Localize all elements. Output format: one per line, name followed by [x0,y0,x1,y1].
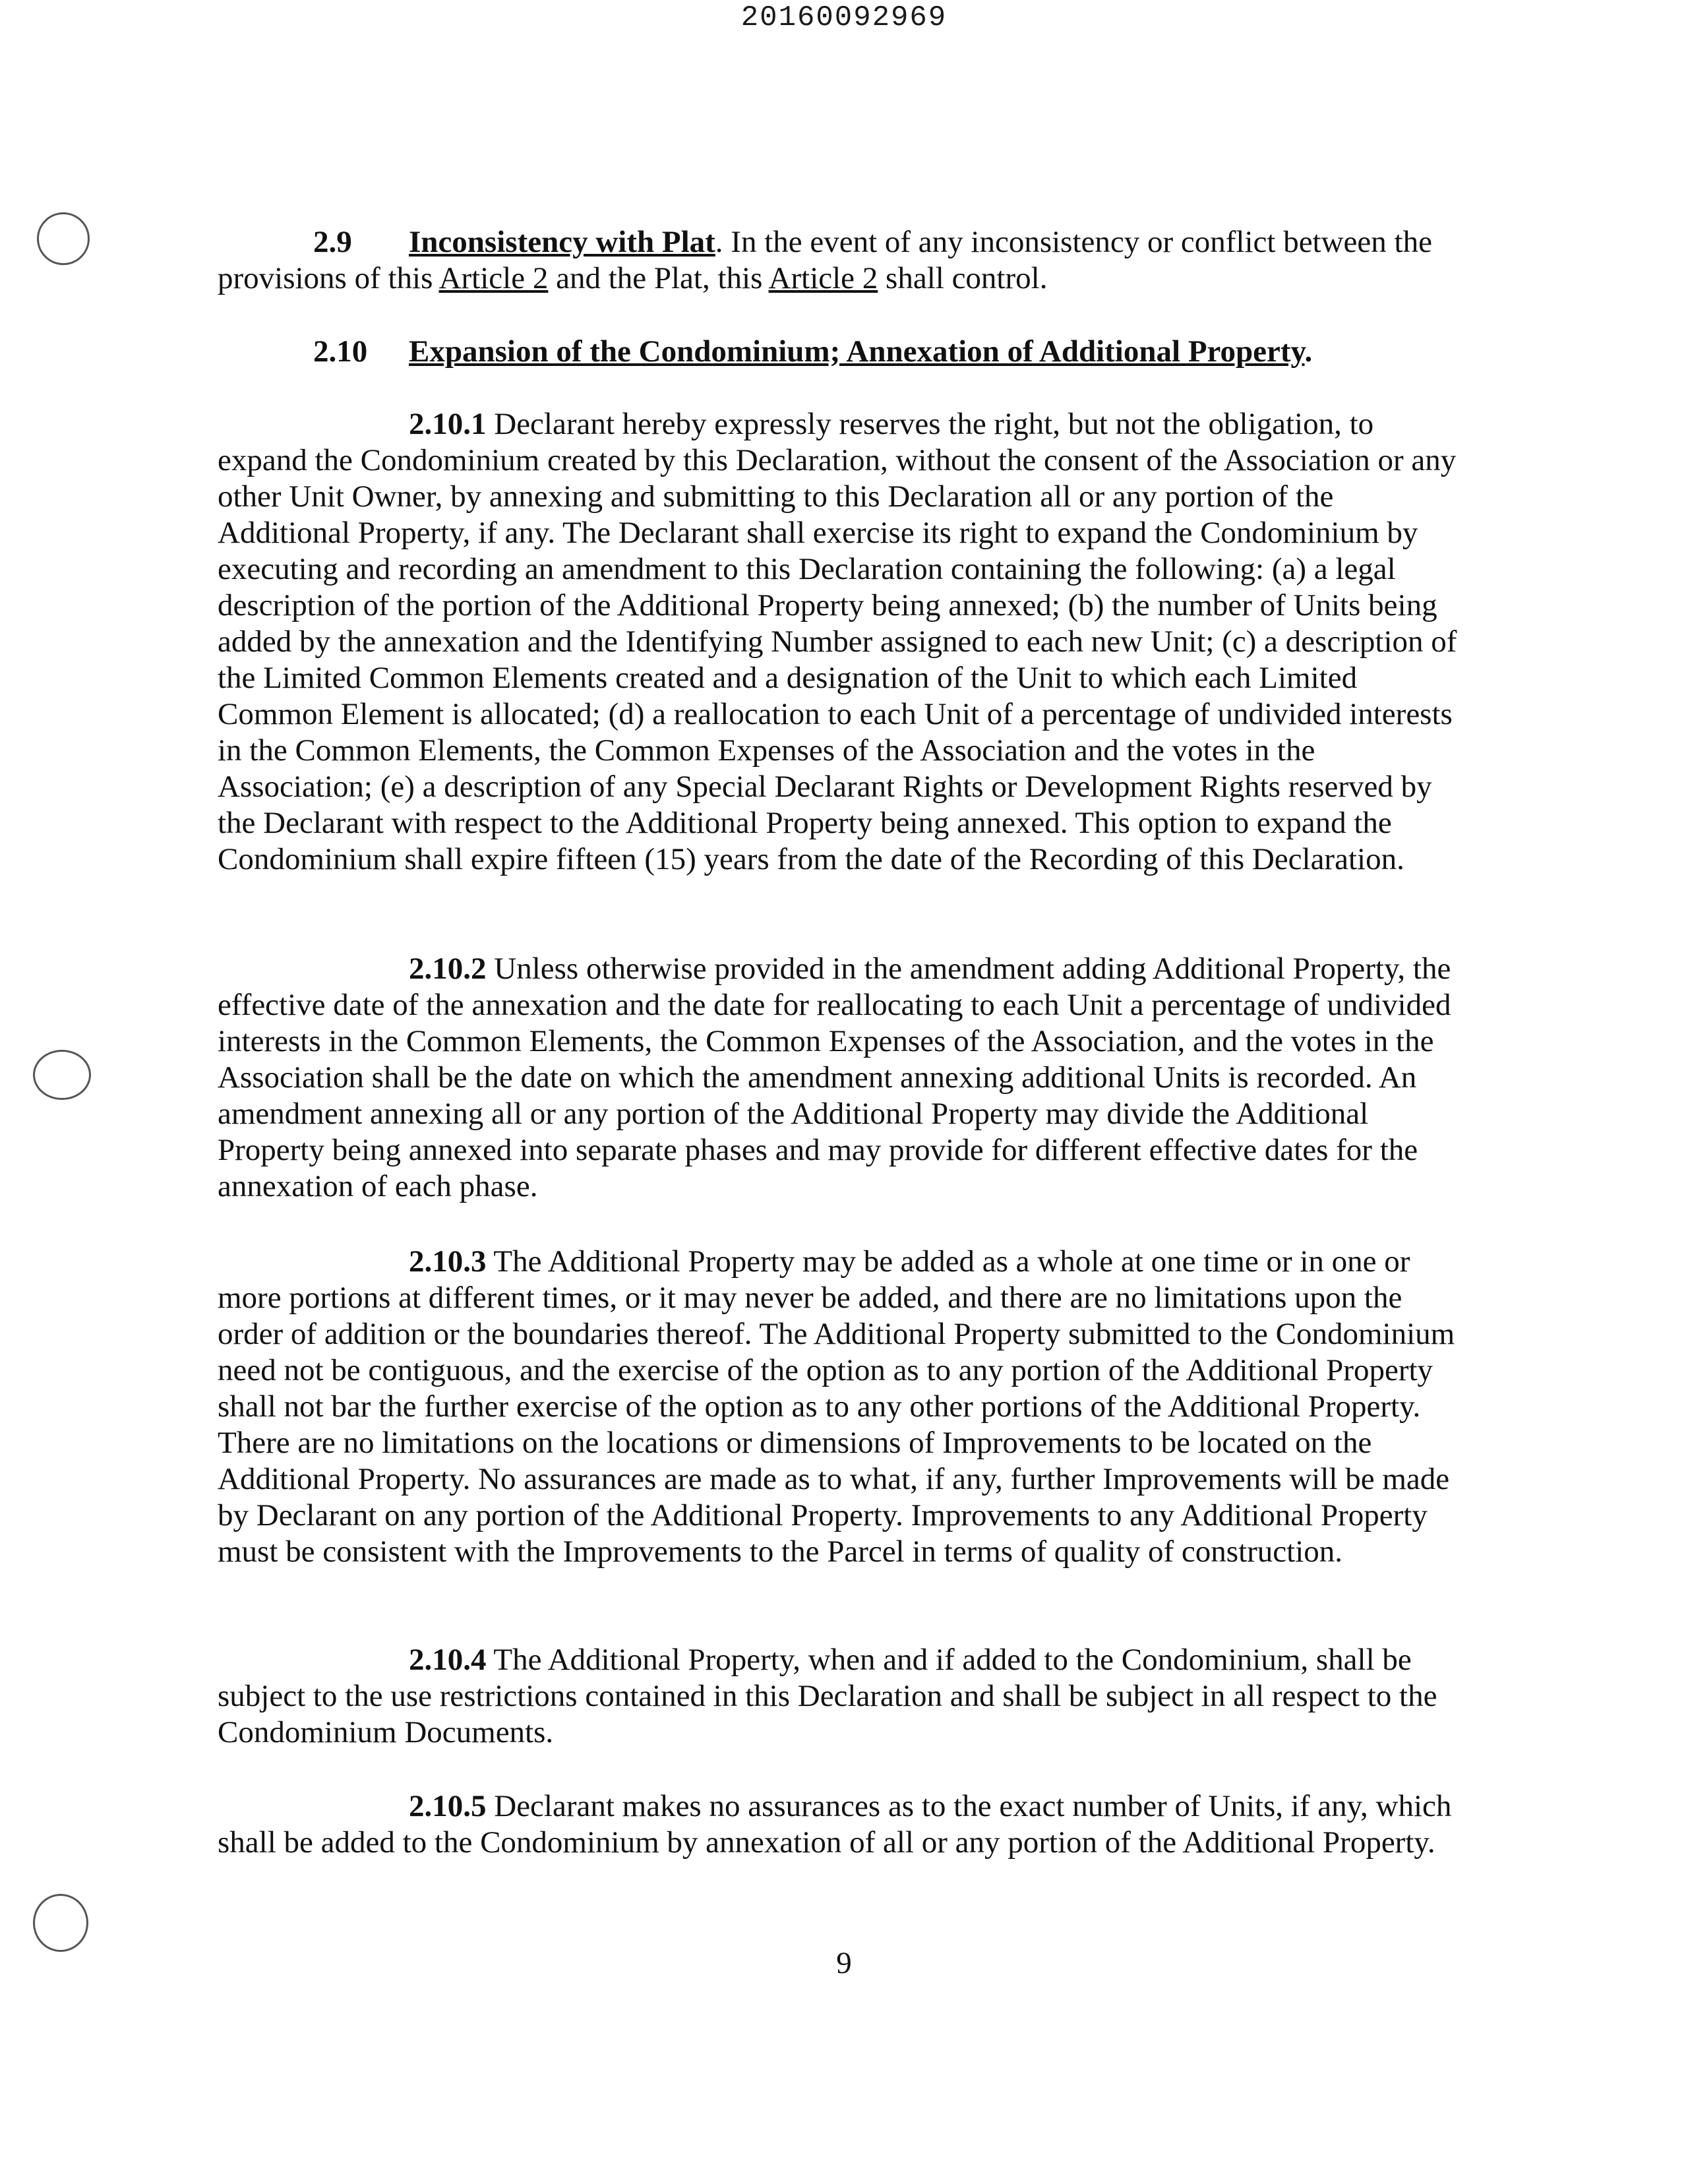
subsection-2-10-5 [218,1788,1457,1861]
page-number: 9 [836,1946,852,1980]
section-2-10-title: Expansion of the Condominium; Annexation of Additional Property [409,334,1305,369]
section-2-9 [218,224,1457,297]
section-2-10-number: 2.10 [313,334,368,369]
subsection-2-10-4-text: The Additional Property, when and if added to the Condominium, shall be subject to the use restrictions contained in this Declaration and shall be subject in all respect to the Condominium Documents. [218,1643,1437,1749]
section-2-9-text-3: shall control. [878,261,1048,295]
punch-hole-top [37,212,90,265]
punch-hole-bottom [33,1894,88,1952]
section-2-10-title-end: . [1304,334,1313,369]
section-2-9-text-2: and the Plat, this [548,261,769,295]
subsection-2-10-2 [218,951,1457,1205]
subsection-2-10-4 [218,1642,1457,1751]
section-2-9-article-ref-1: Article 2 [438,261,549,295]
section-2-9-text-1: . In the event of any inconsistency or conflict between the provisions of this [218,225,1432,295]
subsection-2-10-3-text: The Additional Property may be added as a whole at one time or in one or more portions at different times, or it may never be added, and there are no limitations upon the order of addition or the boundaries thereof. The Additional Property submitted to the Condominium need not be contiguous, and the exercise of the option as to any portion of the Additional Property shall not bar the further exercise of the option as to any other portions of the Additional Property. There are no limitations on the locations or dimensions of Improvements to be located on the Additional Property. No assurances are made as to what, if any, further Improvements will be made by Declarant on any portion of the Additional Property. Improvements to any Additional Property must be consistent with the Improvements to the Parcel in terms of quality of construction. [218,1244,1455,1569]
section-2-9-title: Inconsistency with Plat [409,225,715,259]
subsection-2-10-1-number: 2.10.1 [409,407,487,441]
document-number: 20160092969 [740,1,948,34]
subsection-2-10-2-text: Unless otherwise provided in the amendment adding Additional Property, the effective date of the annexation and the date for reallocating to each Unit a percentage of undivided interests in the Common Elements, the Common Expenses of the Association, and the votes in the Association shall be the date on which the amendment annexing additional Units is recorded. An amendment annexing all or any portion of the Additional Property may divide the Additional Property being annexed into separate phases and may provide for different effective dates for the annexation of each phase. [218,952,1451,1203]
subsection-2-10-1 [218,406,1457,878]
section-2-9-number: 2.9 [313,225,352,259]
subsection-2-10-2-number: 2.10.2 [409,952,487,986]
subsection-2-10-3-number: 2.10.3 [409,1244,487,1279]
section-2-9-article-ref-2: Article 2 [768,261,878,295]
section-2-10-heading [313,334,1312,370]
subsection-2-10-5-text: Declarant makes no assurances as to the exact number of Units, if any, which shall be added to the Condominium by annexation of all or any portion of the Additional Property. [218,1789,1452,1860]
subsection-2-10-3 [218,1244,1457,1570]
subsection-2-10-1-text: Declarant hereby expressly reserves the right, but not the obligation, to expand the Condominium created by this Declaration, without the consent of the Association or any other Unit Owner, by annexing and submitting to this Declaration all or any portion of the Additional Property, if any. The Declarant shall exercise its right to expand the Condominium by executing and recording an amendment to this Declaration containing the following: (a) a legal description of the portion of the Additional Property being annexed; (b) the number of Units being added by the annexation and the Identifying Number assigned to each new Unit; (c) a description of the Limited Common Elements created and a designation of the Unit to which each Limited Common Element is allocated; (d) a reallocation to each Unit of a percentage of undivided interests in the Common Elements, the Common Expenses of the Association and the votes in the Association; (e) a description of any Special Declarant Rights or Development Rights reserved by the Declarant with respect to the Additional Property being annexed. This option to expand the Condominium shall expire fifteen (15) years from the date of the Recording of this Declaration. [218,407,1457,876]
punch-hole-middle [33,1050,91,1100]
subsection-2-10-4-number: 2.10.4 [409,1643,487,1677]
subsection-2-10-5-number: 2.10.5 [409,1789,487,1823]
